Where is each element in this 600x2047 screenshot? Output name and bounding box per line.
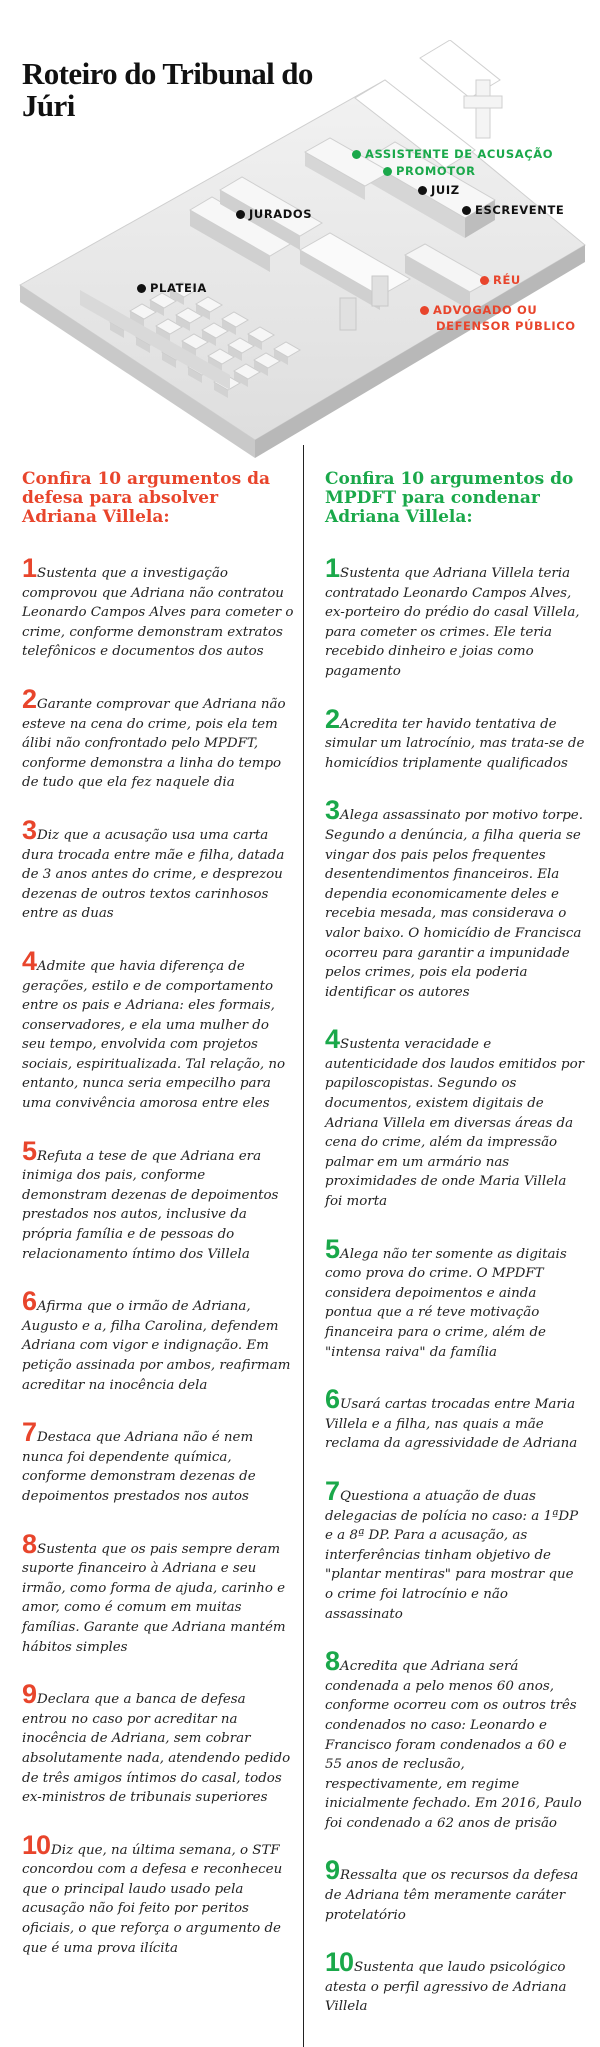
argument-text: Sustenta que os pais sempre deram suporte financeiro à Adriana e seu irmão, como forma de ajuda, carinho e amor, como é comum em muitas famílias. Garante que Adriana mantém hábitos simples [22, 1541, 286, 1655]
argument-number: 4 [325, 1024, 340, 1055]
argument-item [325, 703, 585, 774]
argument-item [22, 1417, 294, 1506]
argument-item [325, 1855, 585, 1925]
marker-dot-icon [236, 210, 245, 219]
argument-item [22, 1679, 294, 1808]
defense-column [22, 470, 294, 1986]
argument-number: 9 [325, 1855, 340, 1886]
marker-dot-icon [418, 186, 427, 195]
argument-text: Sustenta que a investigação comprovou que Adriana não contratou Leonardo Campos Alves para cometer o crime, conforme demonstram extratos telefônicos e documentos dos autos [22, 566, 294, 660]
argument-number: 3 [325, 795, 340, 826]
argument-number: 2 [325, 703, 340, 734]
argument-text: Diz que, na última semana, o STF concordou com a defesa e reconheceu que o principal laudo usado pela acusação não foi feito por peritos oficiais, o que reforça o argumento de que é uma prova ilícita [22, 1842, 283, 1956]
argument-text: Acredita ter havido tentativa de simular um latrocínio, mas trata-se de homicídios triplamente qualificados [325, 716, 585, 771]
label-escrevente: ESCREVENTE [462, 203, 564, 217]
label-assistente: ASSISTENTE DE ACUSAÇÃO [352, 147, 553, 161]
argument-item [325, 1024, 585, 1211]
argument-item [325, 1646, 585, 1833]
argument-text: Destaca que Adriana não é nem nunca foi dependente química, conforme demonstram dezenas de depoimentos prestados nos autos [22, 1430, 256, 1504]
argument-number: 6 [325, 1384, 340, 1415]
argument-text: Admite que havia diferença de gerações, estilo e de comportamento entre os pais e Adriana: eles formais, conservadores, e ela uma mulher do seu tempo, envolvida com projetos sociais, espiritualizada. Tal relação, no entanto, nunca seria empecilho para uma convivência amorosa entre eles [22, 958, 286, 1112]
argument-number: 2 [22, 683, 37, 714]
argument-number: 1 [22, 553, 37, 583]
argument-number: 8 [325, 1646, 340, 1677]
argument-number: 4 [22, 945, 37, 976]
argument-text: Afirma que o irmão de Adriana, Augusto e a, filha Carolina, defendem Adriana com vigor e indignação. Em petição assinada por ambos, reafirmam acreditar na inocência dela [22, 1299, 291, 1393]
argument-number: 6 [22, 1286, 37, 1317]
argument-item [22, 683, 294, 793]
page-title: Roteiro do Tribunal do Júri [22, 56, 313, 123]
prosecution-title: Confira 10 argumentos do MPDFT para condenar Adriana Villela: [325, 469, 574, 527]
argument-text: Diz que a acusação usa uma carta dura trocada entre mãe e filha, datada de 3 anos antes do crime, e desprezou dezenas de outros textos carinhosos entre as duas [22, 827, 285, 922]
marker-dot-icon [137, 284, 146, 293]
argument-number: 10 [325, 1947, 354, 1978]
argument-text: Acredita que Adriana será condenada a pelo menos 60 anos, conforme ocorreu com os outros três condenados no caso: Leonardo e Francisco foram condenados a 60 e 55 anos de reclusão, respectivamente, em regime inicialmente fechado. Em 2016, Paulo foi condenado a 62 anos de prisão [325, 1659, 582, 1831]
argument-item [22, 1135, 294, 1265]
marker-dot-icon [352, 150, 361, 159]
prosecution-column [325, 470, 585, 2045]
argument-number: 5 [22, 1135, 37, 1166]
label-defensor: DEFENSOR PÚBLICO [436, 319, 576, 333]
argument-number: 7 [22, 1417, 37, 1448]
argument-item [325, 553, 585, 682]
argument-number: 7 [325, 1475, 340, 1506]
argument-text: Alega assassinato por motivo torpe. Segundo a denúncia, a filha queria se vingar dos pais pelos frequentes desentendimentos financeiros. Ela dependia economicamente deles e recebia mesada, mas considerava o valor baixo. O homicídio de Francisca ocorreu para garantir a impunidade pelos crimes, pois ela poderia identificar os autores [325, 808, 583, 1000]
argument-item [325, 1475, 585, 1624]
column-divider [303, 445, 304, 2047]
defense-title: Confira 10 argumentos da defesa para absolver Adriana Villela: [22, 469, 271, 527]
argument-item [22, 1829, 294, 1959]
marker-dot-icon [480, 276, 489, 285]
defense-list [22, 553, 294, 1958]
argument-number: 1 [325, 553, 340, 583]
label-promotor: PROMOTOR [383, 164, 476, 178]
label-plateia: PLATEIA [137, 281, 207, 295]
argument-item [22, 1286, 294, 1395]
label-advogado: ADVOGADO OU [420, 303, 537, 317]
marker-dot-icon [383, 167, 392, 176]
argument-number: 8 [22, 1528, 37, 1559]
argument-text: Declara que a banca de defesa entrou no caso por acreditar na inocência de Adriana, sem cobrar absolutamente nada, atendendo pedido de três amigos íntimos do casal, todos ex-ministros de tribunais superiores [22, 1692, 291, 1806]
argument-item [22, 553, 294, 662]
argument-text: Sustenta veracidade e autenticidade dos laudos emitidos por papiloscopistas. Segundo os documentos, existem digitais de Adriana Villela em diversas áreas da cena do crime, além da impressão palmar em um armário nas proximidades de onde Maria Villela foi morta [325, 1037, 585, 1210]
argument-number: 5 [325, 1233, 340, 1264]
argument-text: Sustenta que laudo psicológico atesta o perfil agressivo de Adriana Villela [325, 1960, 567, 2015]
argument-item [325, 795, 585, 1002]
argument-number: 3 [22, 814, 37, 845]
argument-item [22, 1528, 294, 1658]
argument-text: Questiona a atuação de duas delegacias de polícia no caso: a 1ªDP e a 8ª DP. Para a acusação, as interferências tinham objetivo de "plantar mentiras" para mostrar que o crime foi latrocínio e não assassinato [325, 1488, 579, 1622]
argument-item [22, 945, 294, 1114]
argument-text: Refuta a tese de que Adriana era inimiga dos pais, conforme demonstram dezenas de depoimentos prestados nos autos, inclusive da própria família e de pessoas do relacionamento íntimo dos Villela [22, 1148, 279, 1262]
label-jurados: JURADOS [236, 207, 312, 221]
argument-number: 9 [22, 1679, 37, 1710]
argument-item [325, 1947, 585, 2017]
prosecution-list [325, 553, 585, 2017]
argument-text: Sustenta que Adriana Villela teria contratado Leonardo Campos Alves, ex-porteiro do prédio do casal Villela, para cometer os crimes. Ele teria recebido dinheiro e joias como pagamento [325, 566, 580, 679]
argument-item [325, 1233, 585, 1363]
argument-item [22, 814, 294, 924]
argument-number: 10 [22, 1829, 51, 1860]
marker-dot-icon [420, 306, 429, 315]
label-juiz: JUIZ [418, 183, 460, 197]
marker-dot-icon [462, 206, 471, 215]
label-reu: RÉU [480, 273, 521, 287]
argument-text: Alega não ter somente as digitais como prova do crime. O MPDFT considera depoimentos e ainda pontua que a ré teve motivação financeira para o crime, além de "intensa raiva" da família [325, 1246, 567, 1360]
argument-text: Usará cartas trocadas entre Maria Villela e a filha, nas quais a mãe reclama da agressividade de Adriana [325, 1397, 578, 1452]
argument-item [325, 1384, 585, 1454]
argument-text: Ressalta que os recursos da defesa de Adriana têm meramente caráter protelatório [325, 1868, 579, 1923]
argument-text: Garante comprovar que Adriana não esteve na cena do crime, pois ela tem álibi não confrontado pelo MPDFT, conforme demonstra a linha do tempo de tudo que ela fez naquele dia [22, 696, 286, 791]
